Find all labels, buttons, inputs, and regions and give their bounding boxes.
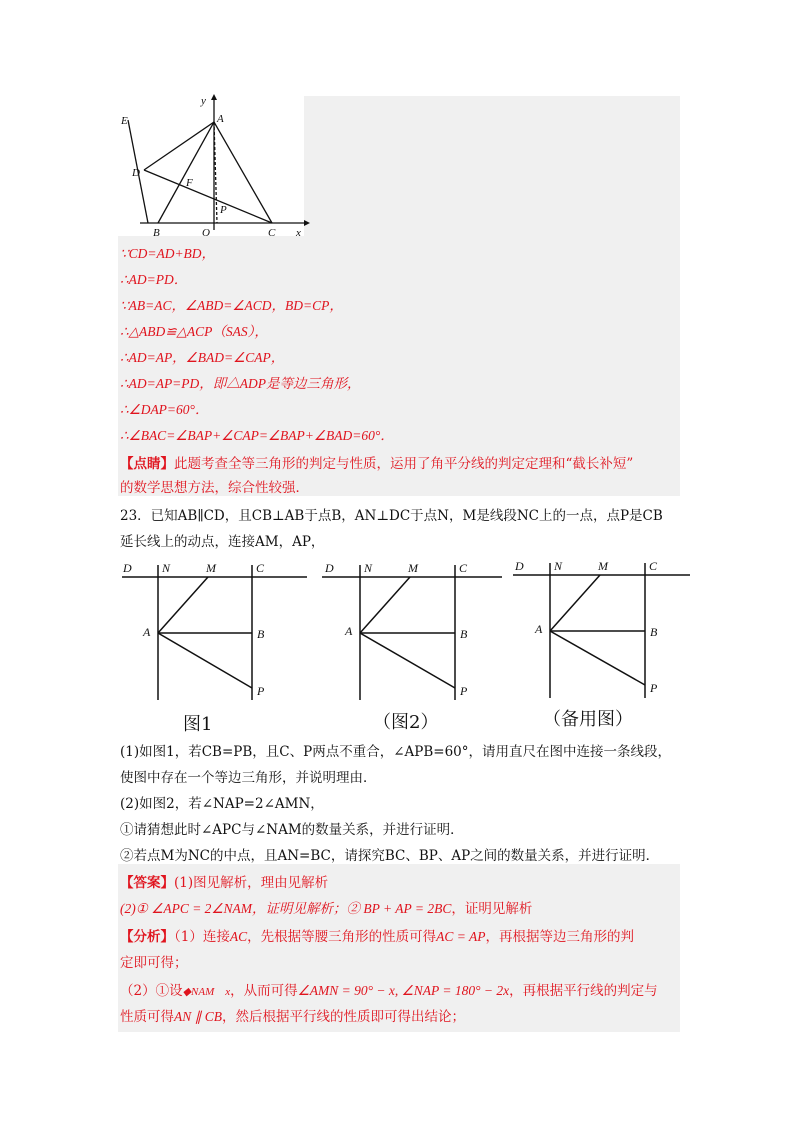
analysis-3b: ，从而可得	[230, 983, 298, 999]
fig1-D: D	[123, 561, 132, 575]
analysis-tag: 【分析】	[120, 929, 174, 945]
comment-text-1: 此题考查全等三角形的判定与性质，运用了角平分线的判定定理和“截长补短”	[174, 456, 634, 472]
q23-line-2: 延长线上的动点，连接AM，AP，	[120, 534, 325, 550]
fig3-B: B	[650, 625, 658, 639]
label-A: A	[217, 113, 224, 125]
analysis-line-3	[120, 981, 658, 1002]
label-P: P	[220, 204, 227, 216]
analysis-eq-3: ∠AMN = 90° − x, ∠NAP = 180° − 2x	[297, 983, 510, 998]
part2-line: (2)如图2，若∠NAP=2∠AMN，	[120, 796, 324, 812]
analysis-1b: ，先根据等腰三角形的性质可得	[247, 929, 437, 945]
fig2-M: M	[408, 561, 418, 575]
label-C: C	[268, 227, 276, 239]
proof-line-4: ∴△ABD≌△ACP（SAS），	[120, 324, 268, 339]
fig2-B: B	[460, 627, 468, 641]
comment-tag: 【点睛】	[120, 456, 174, 472]
analysis-sym: ◆NAM x	[182, 986, 231, 998]
label-B: B	[153, 227, 160, 239]
caption-fig3: （备用图）	[543, 709, 633, 730]
analysis-3a: （2）①设	[120, 983, 183, 999]
analysis-4a: 性质可得	[120, 1009, 174, 1025]
analysis-1c: ，再根据等边三角形的判	[485, 929, 634, 945]
fig3-P: P	[650, 681, 658, 695]
answer-end: ，证明见解析	[451, 901, 533, 917]
fig1-C: C	[256, 561, 265, 575]
answer-line-1	[120, 873, 328, 893]
answer-eq-2: ，证明见解析；② BP + AP = 2BC	[252, 901, 452, 916]
label-D: D	[132, 167, 140, 179]
label-O: O	[202, 227, 210, 239]
fig3-C: C	[649, 559, 658, 573]
part1-line-a: (1)如图1，若CB=PB，且C、P两点不重合，∠APB=60°，请用直尺在图中连接一条线段，	[120, 744, 671, 760]
answer-eq-1: (2)① ∠APC = 2∠NAM	[120, 901, 253, 916]
analysis-eq-1: AC = AP	[436, 929, 486, 944]
q23-line-1: 23．已知AB∥CD，且CB⊥AB于点B，AN⊥DC于点N，M是线段NC上的一点，点P是CB	[120, 508, 663, 524]
proof-line-8: ∴∠BAC=∠BAP+∠CAP=∠BAP+∠BAD=60°．	[120, 428, 394, 443]
caption-fig2: （图2）	[373, 712, 439, 733]
analysis-1a: （1）连接	[174, 929, 230, 945]
proof-line-7: ∴∠DAP=60°．	[120, 402, 209, 417]
fig2-A: A	[345, 624, 353, 638]
fig3-N: N	[554, 559, 563, 573]
comment-line-2: 的数学思想方法，综合性较强．	[120, 480, 309, 496]
fig3-A: A	[535, 622, 543, 636]
analysis-ac: AC	[229, 929, 248, 944]
answer-text-1: (1)图见解析，理由见解析	[174, 875, 329, 891]
caption-fig1: 图1	[183, 714, 213, 735]
fig1-B: B	[257, 627, 265, 641]
fig3-M: M	[598, 559, 608, 573]
fig1-M: M	[206, 561, 216, 575]
proof-line-3: ∵AB=AC，∠ABD=∠ACD，BD=CP，	[120, 298, 343, 313]
top-geometry-figure	[118, 90, 318, 240]
fig2-P: P	[460, 684, 468, 698]
fig1-P: P	[257, 684, 265, 698]
comment-line-1	[120, 454, 633, 474]
fig2-D: D	[325, 561, 334, 575]
label-E: E	[121, 115, 128, 127]
answer-line-2	[120, 899, 532, 919]
proof-line-1: ∵CD=AD+BD，	[120, 246, 216, 261]
sub1-line: ①请猜想此时∠APC与∠NAM的数量关系，并进行证明．	[120, 822, 464, 838]
analysis-4b: ，然后根据平行线的性质即可得出结论；	[222, 1009, 466, 1025]
fig1-N: N	[162, 561, 171, 575]
sub2-line: ②若点M为NC的中点，且AN=BC，请探究BC、BP、AP之间的数量关系，并进行证明．	[120, 848, 660, 864]
answer-tag: 【答案】	[120, 875, 174, 891]
analysis-eq-4: AN ∥ CB	[174, 1009, 223, 1024]
q23-figures	[110, 555, 690, 705]
analysis-line-4	[120, 1007, 465, 1027]
label-y: y	[201, 95, 206, 107]
fig2-N: N	[364, 561, 373, 575]
label-x: x	[296, 227, 301, 239]
analysis-line-1	[120, 927, 634, 947]
analysis-line-2: 定即可得；	[120, 955, 188, 971]
proof-line-5: ∴AD=AP，∠BAD=∠CAP，	[120, 350, 285, 365]
fig3-D: D	[515, 559, 524, 573]
label-F: F	[186, 177, 193, 189]
analysis-3c: ，再根据平行线的判定与	[509, 983, 658, 999]
fig2-C: C	[459, 561, 468, 575]
fig1-A: A	[143, 625, 151, 639]
proof-line-2: ∴AD=PD．	[120, 272, 188, 287]
proof-line-6: ∴AD=AP=PD，即△ADP是等边三角形，	[120, 376, 361, 391]
part1-line-b: 使图中存在一个等边三角形，并说明理由．	[120, 770, 377, 786]
